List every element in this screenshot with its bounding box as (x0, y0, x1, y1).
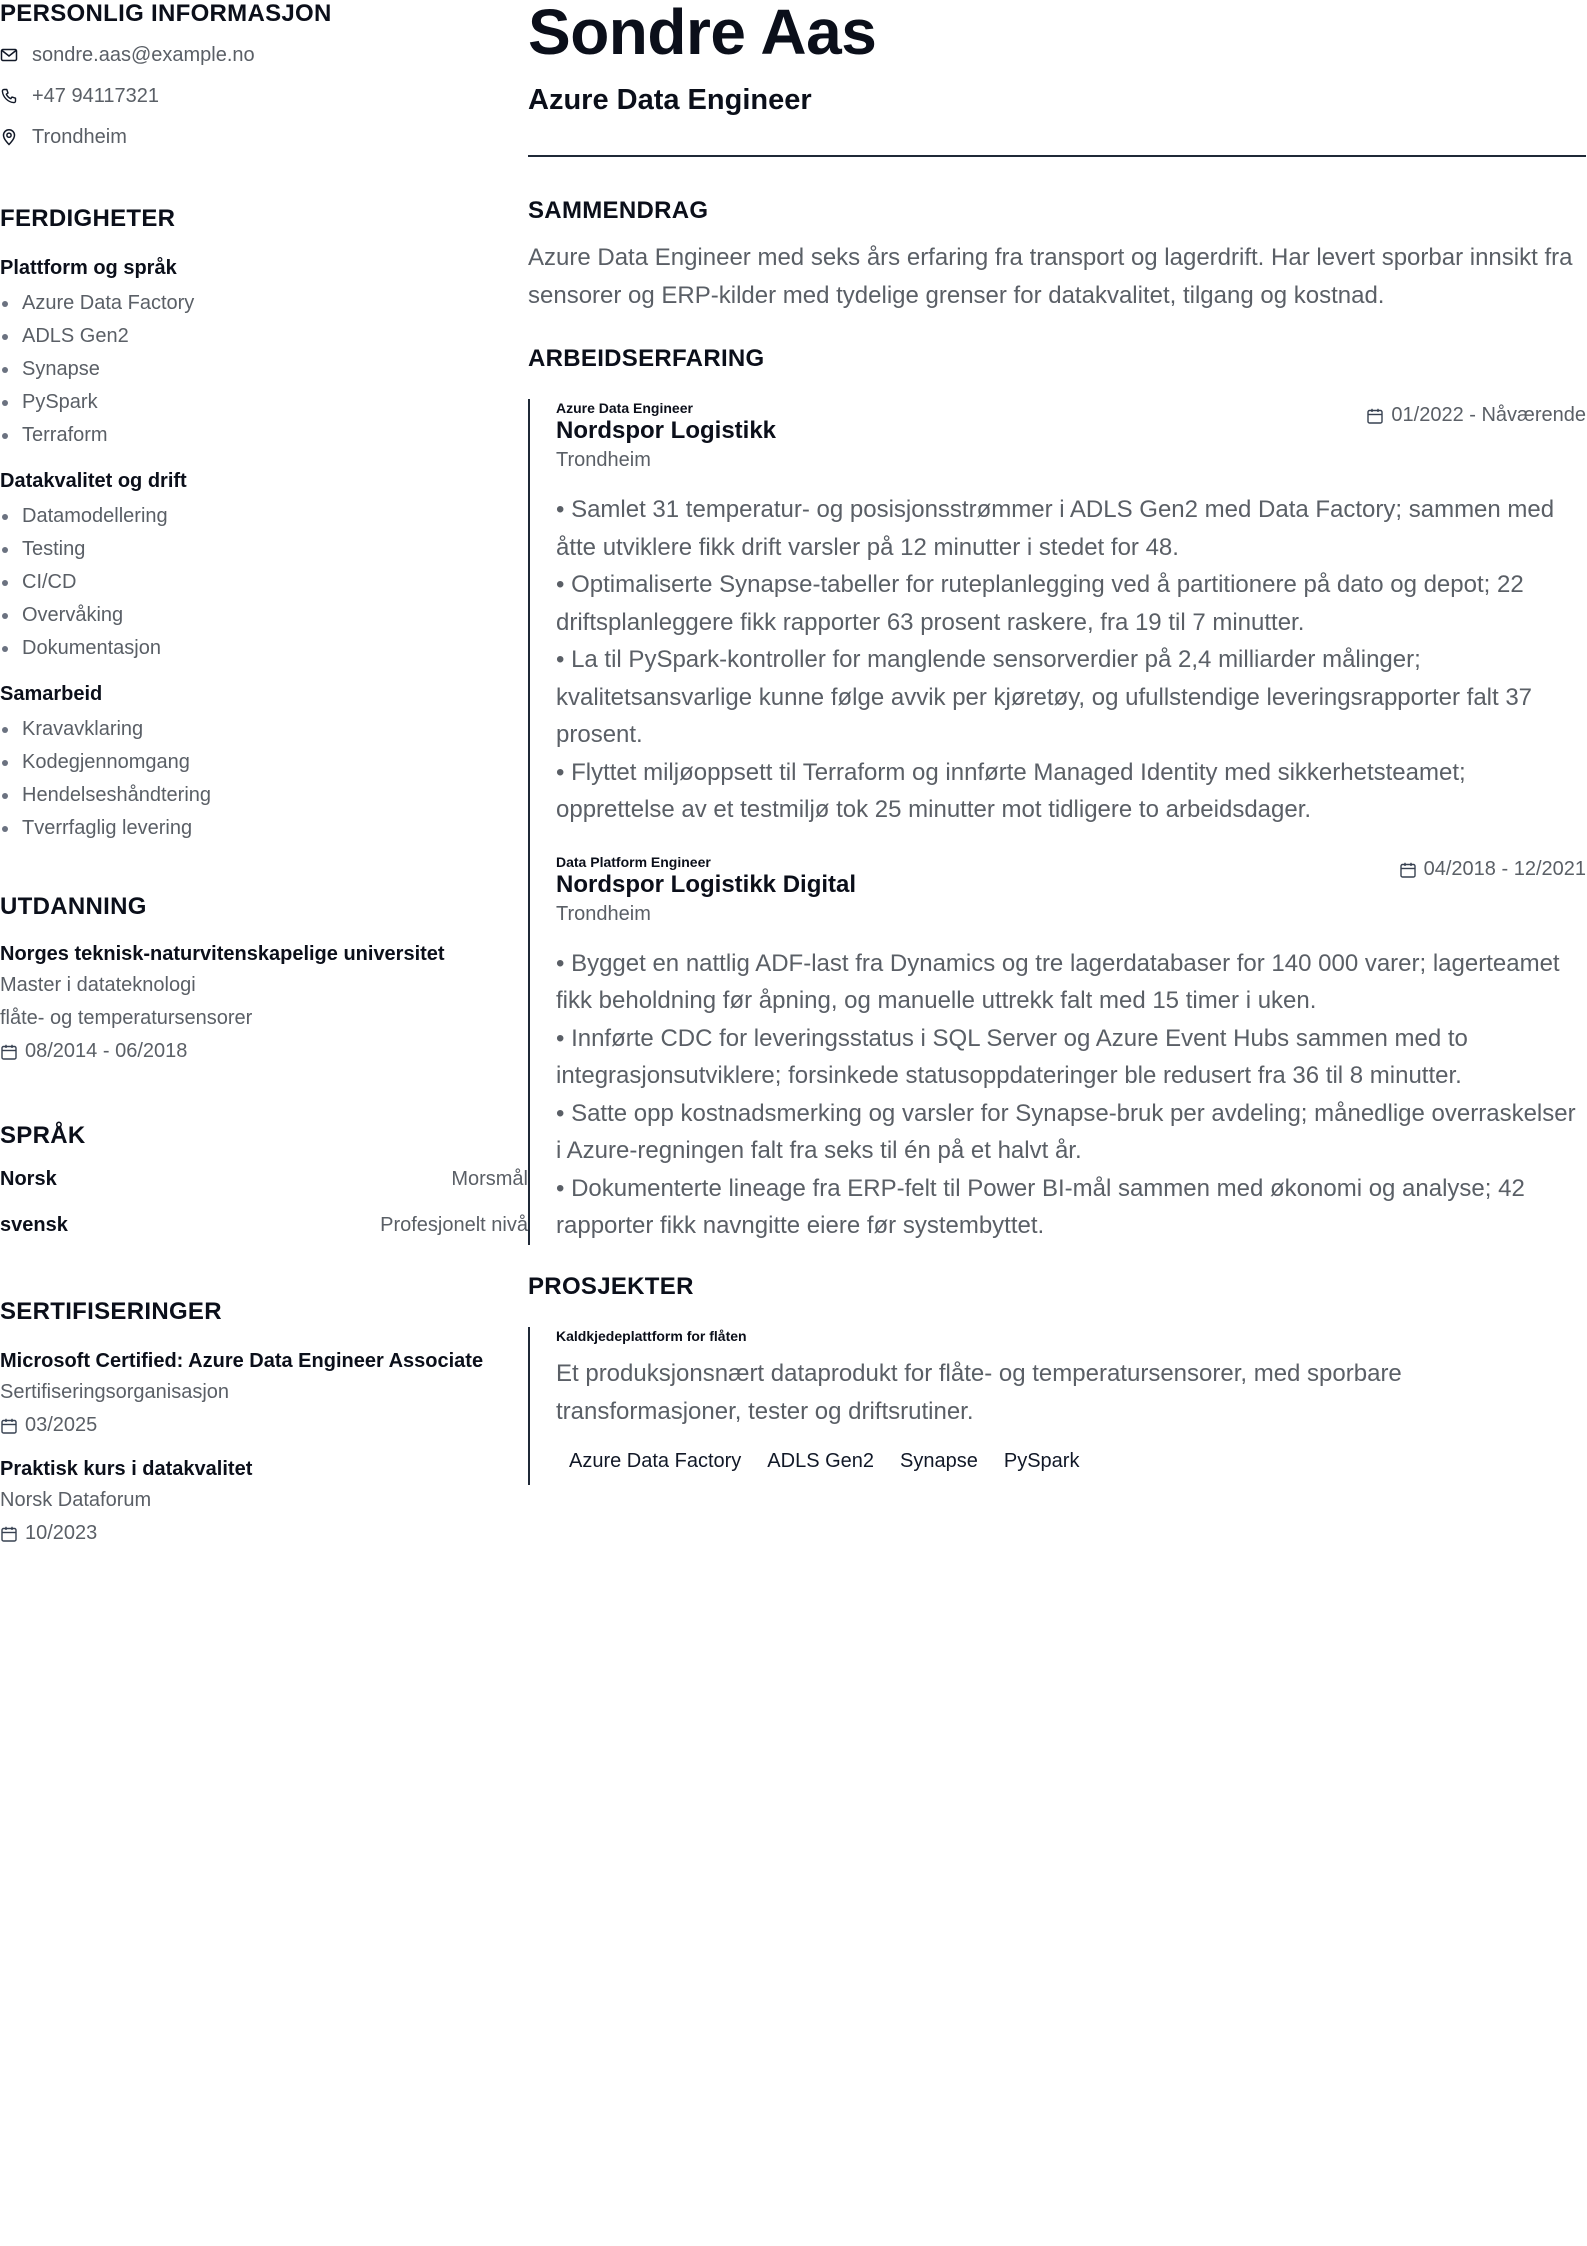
entry-header (556, 399, 1586, 475)
bullet-dot (2, 613, 8, 619)
bullet-dot (2, 367, 8, 373)
bullet-dot (2, 793, 8, 799)
entry-title-block (556, 853, 856, 929)
skill-item (0, 812, 528, 845)
project-entry (528, 1327, 1586, 1485)
education-section (0, 893, 528, 1068)
certification-name: Microsoft Certified: Azure Data Engineer Associate (0, 1350, 484, 1372)
degree: Master i datateknologi (0, 974, 196, 996)
entry-location: Trondheim (556, 902, 651, 925)
skill-label: CI/CD (22, 571, 77, 593)
bullet-dot (2, 646, 8, 652)
projects-section (528, 1273, 1586, 1485)
skill-item (0, 386, 528, 419)
bullet-dot (2, 727, 8, 733)
calendar-icon (0, 1525, 17, 1542)
skill-list (0, 500, 528, 665)
bullet-dot (2, 301, 8, 307)
language-level: Morsmål (451, 1167, 528, 1190)
summary-section (528, 197, 1586, 315)
skill-group-title: Samarbeid (0, 683, 103, 705)
certification-date-text: 10/2023 (25, 1522, 98, 1544)
entry-bullets (556, 491, 1586, 829)
skill-label: PySpark (22, 391, 98, 413)
entry-bullet: • Dokumenterte lineage fra ERP-felt til Power BI-mål sammen med økonomi og analyse; 42 rapporter fikk navngitte eiere før systembyttet. (556, 1174, 1525, 1239)
skill-label: Terraform (22, 424, 108, 446)
skill-label: Testing (22, 538, 86, 560)
education-heading: UTDANNING (0, 893, 147, 920)
bullet-dot (2, 514, 8, 520)
skill-label: Overvåking (22, 604, 124, 626)
entry-company: Nordspor Logistikk (556, 417, 777, 444)
school-name: Norges teknisk-naturvitenskapelige universitet (0, 943, 445, 965)
sidebar (0, 0, 528, 1550)
certification-issuer: Sertifiseringsorganisasjon (0, 1381, 230, 1403)
skill-item (0, 287, 528, 320)
experience-list (528, 399, 1586, 1245)
languages-section (0, 1122, 528, 1248)
skill-label: Kravavklaring (22, 718, 144, 740)
entry-bullet: • Samlet 31 temperatur- og posisjonsstrømmer i ADLS Gen2 med Data Factory; sammen med åtte utviklere fikk drift varsler på 12 minutter i stedet for 48. (556, 496, 1555, 561)
skill-list (0, 287, 528, 452)
contact-email (0, 41, 528, 69)
map-pin-icon (0, 128, 18, 146)
skill-item (0, 632, 528, 665)
summary-text: Azure Data Engineer med seks års erfaring fra transport og lagerdrift. Har levert sporbar innsikt fra sensorer og ERP-kilder med tydelige grenser for datakvalitet, tilgang og kostnad. (528, 244, 1573, 309)
project-tag: Azure Data Factory (569, 1449, 742, 1472)
languages-heading: SPRÅK (0, 1122, 86, 1149)
language-name: Norsk (0, 1167, 57, 1190)
calendar-icon (1399, 861, 1416, 878)
skill-label: Datamodellering (22, 505, 168, 527)
candidate-headline: Azure Data Engineer (528, 84, 812, 116)
skill-item (0, 500, 528, 533)
language-row (0, 1202, 528, 1248)
bullet-dot (2, 760, 8, 766)
entry-bullet: • Innførte CDC for leveringsstatus i SQL Server og Azure Event Hubs sammen med to integrasjonsutviklere; forsinkede statusoppdateringer ble redusert fra 36 til 8 minutter. (556, 1024, 1468, 1089)
skill-group-title: Datakvalitet og drift (0, 470, 187, 492)
skill-list (0, 713, 528, 845)
project-description: Et produksjonsnært dataprodukt for flåte- og temperatursensorer, med sporbare transformasjoner, tester og driftsrutiner. (556, 1359, 1402, 1425)
calendar-icon (0, 1043, 17, 1060)
language-row (0, 1156, 528, 1202)
skill-item (0, 533, 528, 566)
contact-location (0, 123, 528, 151)
skill-item (0, 599, 528, 632)
project-tag: ADLS Gen2 (767, 1449, 875, 1472)
experience-heading: ARBEIDSERFARING (528, 345, 765, 372)
bullet-dot (2, 433, 8, 439)
entry-bullet: • La til PySpark-kontroller for manglende sensorverdier på 2,4 milliarder målinger; kvalitetsansvarlige kunne følge avvik per kjøretøy, og ufullstendige leveringsrapporter falt 37 prosent. (556, 646, 1533, 748)
entry-dates (1366, 404, 1586, 427)
envelope-icon (0, 46, 18, 64)
entry-role: Azure Data Engineer (556, 400, 693, 416)
contact-heading: PERSONLIG INFORMASJON (0, 0, 332, 27)
certification-name: Praktisk kurs i datakvalitet (0, 1458, 253, 1480)
projects-heading: PROSJEKTER (528, 1272, 694, 1300)
bullet-dot (2, 334, 8, 340)
skills-heading: FERDIGHETER (0, 205, 176, 232)
entry-dates-text: 01/2022 - Nåværende (1391, 404, 1586, 426)
calendar-icon (1366, 407, 1383, 424)
entry-bullet: • Satte opp kostnadsmerking og varsler for Synapse-bruk per avdeling; månedlige overraskelser i Azure-regningen falt fra seks til én på et halvt år. (556, 1099, 1576, 1164)
entry-bullet: • Bygget en nattlig ADF-last fra Dynamics og tre lagerdatabaser for 140 000 varer; lagerteamet fikk beholdning før åpning, og manuelle uttrekk falt med 15 timer i uken. (556, 949, 1560, 1014)
contact-section (0, 0, 528, 151)
entry-header (556, 853, 1586, 929)
experience-entry (556, 853, 1586, 1245)
candidate-name: Sondre Aas (528, 0, 877, 68)
skill-item (0, 320, 528, 353)
language-level: Profesjonelt nivå (380, 1213, 528, 1236)
skill-label: Dokumentasjon (22, 637, 161, 659)
certification-date-text: 03/2025 (25, 1414, 98, 1436)
skill-label: ADLS Gen2 (22, 325, 129, 347)
education-detail: flåte- og temperatursensorer (0, 1007, 253, 1029)
skill-label: Hendelseshåndtering (22, 784, 212, 806)
skill-item (0, 419, 528, 452)
location-text: Trondheim (32, 125, 127, 148)
skill-item (0, 779, 528, 812)
skill-label: Azure Data Factory (22, 292, 195, 314)
summary-heading: SAMMENDRAG (528, 197, 709, 224)
certification-issuer: Norsk Dataforum (0, 1489, 152, 1511)
skill-label: Kodegjennomgang (22, 751, 190, 773)
entry-dates (1399, 858, 1586, 881)
header-divider (528, 155, 1586, 157)
language-name: svensk (0, 1213, 68, 1236)
bullet-dot (2, 580, 8, 586)
entry-title-block (556, 399, 776, 475)
certification-date (0, 1517, 528, 1550)
certification-date (0, 1409, 528, 1442)
project-tag: Synapse (900, 1449, 978, 1472)
experience-entry (556, 399, 1586, 829)
main-content (528, 0, 1586, 1485)
bullet-dot (2, 547, 8, 553)
entry-location: Trondheim (556, 449, 651, 471)
skill-label: Tverrfaglig levering (22, 817, 193, 839)
skill-item (0, 566, 528, 599)
skill-item (0, 746, 528, 779)
experience-section (528, 345, 1586, 1245)
education-dates (0, 1035, 528, 1068)
phone-icon (0, 87, 18, 105)
certifications-section (0, 1298, 528, 1550)
phone-text: +47 94117321 (32, 84, 159, 107)
project-tags (556, 1443, 1586, 1479)
entry-bullets (556, 945, 1586, 1245)
entry-company: Nordspor Logistikk Digital (556, 870, 857, 898)
skills-section (0, 205, 528, 845)
calendar-icon (0, 1417, 17, 1434)
education-dates-text: 08/2014 - 06/2018 (25, 1040, 188, 1062)
entry-bullet: • Optimaliserte Synapse-tabeller for ruteplanlegging ved å partitionere på dato og depot; 22 driftsplanleggere fikk rapporter 63 prosent raskere, fra 19 til 7 minutter. (556, 571, 1524, 636)
contact-phone (0, 82, 528, 110)
certifications-heading: SERTIFISERINGER (0, 1298, 222, 1325)
skill-item (0, 353, 528, 386)
skill-group-title: Plattform og språk (0, 257, 177, 279)
skill-item (0, 713, 528, 746)
skill-label: Synapse (22, 358, 100, 380)
project-title: Kaldkjedeplattform for flåten (556, 1327, 747, 1344)
entry-bullet: • Flyttet miljøoppsett til Terraform og innførte Managed Identity med sikkerhetsteamet; opprettelse av et testmiljø tok 25 minutter mot tidligere to arbeidsdager. (556, 758, 1466, 823)
entry-role: Data Platform Engineer (556, 853, 711, 870)
bullet-dot (2, 400, 8, 406)
project-tag: PySpark (1003, 1449, 1080, 1472)
bullet-dot (2, 826, 8, 832)
email-text: sondre.aas@example.no (32, 43, 255, 66)
entry-dates-text: 04/2018 - 12/2021 (1423, 857, 1586, 880)
